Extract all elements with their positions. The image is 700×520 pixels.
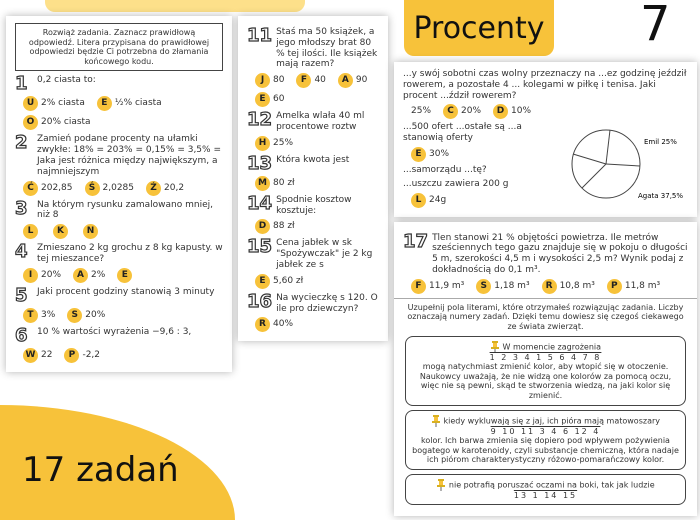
answer-letter: F xyxy=(296,73,311,88)
answer-letter: D xyxy=(255,219,270,234)
worksheet-page-1 xyxy=(6,16,232,372)
code-box xyxy=(405,474,686,506)
answer-option[interactable] xyxy=(338,73,367,88)
answer-value: -2,2 xyxy=(82,349,101,360)
answer-option[interactable] xyxy=(23,224,41,239)
question xyxy=(247,238,379,288)
box-text: kiedy wykluwają się z jaj, ich pióra mają matowoszary xyxy=(443,416,660,426)
answer-value: 80 zł xyxy=(273,177,295,188)
question-text: Tlen stanowi 21 % objętości powietrza. Ile metrów sześciennych tego gazu znajduje się w pokoju o długości 5 m, szerokości 4,5 m i wysokości 2,5 m? Wynik podaj z dokładnością do 0,1 m³. xyxy=(432,232,688,275)
pushpin-icon xyxy=(490,341,500,353)
answer-option[interactable] xyxy=(83,224,101,239)
question-number: 4 xyxy=(15,241,28,263)
answer-letter: T xyxy=(23,308,38,323)
answer-letter: D xyxy=(493,104,508,119)
question-text: ...uszczu zawiera 200 g xyxy=(403,178,509,189)
answer-value: ½% ciasta xyxy=(114,98,162,109)
question-text: ...y swój sobotni czas wolny przeznaczy na ...ez godzinę jeździł rowerem, a pozostałe 4 ... kolegami w piłkę i tenisa. Jaki procent ...ździł rowerem? xyxy=(403,69,687,101)
answer-letter: L xyxy=(411,193,426,208)
answer-letter: E xyxy=(255,92,270,107)
question xyxy=(15,197,223,240)
answer-value: 88 zł xyxy=(273,221,295,232)
answer-value: 11,8 m³ xyxy=(624,280,661,291)
answer-letter: E xyxy=(117,268,132,283)
answer-option[interactable] xyxy=(255,136,293,151)
answer-option[interactable] xyxy=(73,268,105,283)
answer-value: 10,8 m³ xyxy=(559,280,595,291)
question-text: Na którym rysunku zamalowano mniej, niż 8 xyxy=(37,199,213,221)
answer-value: 80 xyxy=(273,75,285,86)
answer-option[interactable] xyxy=(23,96,85,111)
answer-option[interactable] xyxy=(23,308,55,323)
answer-option[interactable] xyxy=(411,104,431,119)
answer-option[interactable] xyxy=(85,181,135,196)
box-text: W momencie zagrożenia xyxy=(502,342,602,352)
code-blanks[interactable]: 13 1 14 15 xyxy=(513,490,578,500)
answer-option[interactable] xyxy=(255,176,295,191)
answer-option[interactable] xyxy=(411,193,446,208)
question-text: 10 % wartości wyrażenia −9,6 : 3, xyxy=(37,326,192,337)
answer-letter: A xyxy=(73,268,88,283)
grade-label: 7 xyxy=(640,0,671,52)
question-text: ...samorządu ...tę? xyxy=(403,164,487,175)
question-text: Zamień podane procenty na ułamki zwykłe: 18% = 203% = 0,15% = 3,5% = Jaka jest różnica między największym, a najmniejszym xyxy=(37,134,221,177)
question xyxy=(247,290,379,333)
answer-option[interactable] xyxy=(255,317,293,332)
question-number: 2 xyxy=(15,132,28,154)
answer-value: 20% xyxy=(85,309,106,320)
answer-option[interactable] xyxy=(23,181,73,196)
question-number: 17 xyxy=(403,230,429,252)
top-banner xyxy=(45,0,305,12)
answer-value: 20% xyxy=(41,269,62,280)
answer-option[interactable] xyxy=(23,115,91,130)
answer-option[interactable] xyxy=(443,104,481,119)
answer-value: 3% xyxy=(41,309,56,320)
question xyxy=(15,134,223,195)
answer-option[interactable] xyxy=(53,224,71,239)
answer-option[interactable] xyxy=(255,274,303,289)
question xyxy=(15,284,223,323)
question xyxy=(247,111,379,151)
question-number: 14 xyxy=(247,192,273,214)
question-number: 11 xyxy=(247,25,273,46)
question-text: Spodnie kosztow kosztuje: xyxy=(276,194,352,216)
answer-letter: E xyxy=(411,147,426,162)
answer-option[interactable] xyxy=(493,104,531,119)
answer-value: 20% xyxy=(461,106,482,117)
question-number: 16 xyxy=(247,290,273,312)
answer-value: 24g xyxy=(429,194,447,205)
question-text: Na wycieczkę s 120. O ile pro dziewczyn? xyxy=(276,292,378,314)
worksheet-page-2 xyxy=(238,16,388,341)
answer-option[interactable] xyxy=(67,308,105,323)
answer-letter: C xyxy=(443,104,458,119)
question-number: 6 xyxy=(15,324,28,346)
answer-value: 10% xyxy=(511,106,532,117)
code-instruction: Uzupełnij pola literami, które otrzymałeś rozwiązując zadania. Liczby oznaczają numery zadań. Dzięki temu dowiesz się czegoś ciekawego ze świata zwierząt. xyxy=(394,298,697,332)
answer-letter: I xyxy=(23,268,38,283)
answer-value: 5,60 zł xyxy=(273,275,304,286)
pie-label: Agata 37,5% xyxy=(638,192,684,201)
question-number: 5 xyxy=(15,284,28,306)
question xyxy=(403,230,688,294)
answer-value: 2% xyxy=(91,269,106,280)
question-text: Która kwota jest xyxy=(276,154,350,165)
instruction-box: Rozwiąż zadania. Zaznacz prawidłową odpowiedź. Litera przypisana do prawidłowej odpowiedzi będzie Ci potrzebna do złamania końcowego kodu. xyxy=(15,23,223,71)
answer-value: 60 xyxy=(273,94,285,105)
answer-letter: S xyxy=(476,279,491,294)
answer-value: 202,85 xyxy=(41,182,73,193)
answer-letter: E xyxy=(255,274,270,289)
pushpin-icon xyxy=(431,415,441,427)
question-text: Zmieszano 2 kg grochu z 8 kg kapusty. w tej mieszance? xyxy=(37,243,223,264)
answer-option[interactable] xyxy=(542,279,595,294)
question-text: Staś ma 50 książek, a jego młodszy brat 80 % tej ilości. Ile książek mają razem? xyxy=(276,27,378,70)
answer-letter: A xyxy=(338,73,353,88)
answer-value: 25% xyxy=(411,106,432,117)
question xyxy=(15,243,223,283)
answer-value: 25% xyxy=(273,137,294,148)
answer-letter: W xyxy=(23,348,38,363)
question xyxy=(247,152,379,191)
question-text: Cena jabłek w sk "Spożywczak" je 2 kg jabłek ze s xyxy=(276,238,373,270)
answer-letter: U xyxy=(23,96,38,111)
question-number: 3 xyxy=(15,197,28,219)
answer-letter: H xyxy=(255,136,270,151)
answer-letter: R xyxy=(255,317,270,332)
answer-letter: O xyxy=(23,115,38,130)
answer-letter: K xyxy=(53,224,68,239)
question xyxy=(247,192,379,235)
answer-letter: P xyxy=(64,348,79,363)
answer-letter: N xyxy=(83,224,98,239)
answer-option[interactable] xyxy=(607,279,660,294)
answer-letter: Ć xyxy=(23,181,38,196)
box-text: nie potrafią poruszać oczami na boki, tak jak ludzie xyxy=(448,480,655,490)
answer-letter: R xyxy=(542,279,557,294)
title-badge xyxy=(404,0,554,56)
question-text: Amelka wlała 40 ml procentowe roztw xyxy=(276,111,365,132)
answer-value: 1,18 m³ xyxy=(494,280,530,291)
pushpin-icon xyxy=(436,479,446,491)
answer-option[interactable] xyxy=(64,348,100,363)
code-box xyxy=(405,336,686,406)
question-text: ...500 ofert ...ostałe są ...a stanowią oferty xyxy=(403,122,522,144)
question-number: 1 xyxy=(15,73,28,95)
answer-option[interactable] xyxy=(255,219,295,234)
box-text: kolor. Ich barwa zmienia się dopiero pod wpływem pożywienia bogatego w karotenoidy, czyli substancje chemiczną, która nadaje ich piórom charakterystyczny różowo-pomarańczowy kolor. xyxy=(412,436,679,465)
answer-option[interactable] xyxy=(146,181,184,196)
answer-option[interactable] xyxy=(117,268,135,283)
task-count: 17 zadań xyxy=(22,450,179,490)
answer-value: 20% ciasta xyxy=(41,117,91,128)
question-number: 15 xyxy=(247,236,273,258)
answer-letter: J xyxy=(255,73,270,88)
box-text: mogą natychmiast zmienić kolor, aby wtopić się w otoczenie. Naukowcy uważają, że nie widzą one kolorów za pomocą oczu, więc nie są pewni, skąd te stworzenia wiedzą, na jaki kolor się zmienić. xyxy=(419,362,672,400)
answer-value: 2,0285 xyxy=(102,182,134,193)
worksheet-page-4 xyxy=(394,222,697,517)
answer-option[interactable] xyxy=(255,92,284,107)
question xyxy=(15,75,223,130)
code-box xyxy=(405,410,686,470)
question xyxy=(15,324,223,363)
answer-value: 40% xyxy=(273,319,294,330)
answer-option[interactable] xyxy=(476,279,529,294)
answer-value: 2% ciasta xyxy=(41,98,85,109)
question xyxy=(247,27,379,107)
question-number: 12 xyxy=(247,109,273,131)
answer-letter: M xyxy=(255,176,270,191)
answer-letter: F xyxy=(411,279,426,294)
answer-value: 30% xyxy=(429,149,450,160)
pie-label: Emil 25% xyxy=(644,138,677,147)
answer-option[interactable] xyxy=(97,96,162,111)
answer-value: 20,2 xyxy=(164,182,185,193)
answer-value: 11,9 m³ xyxy=(429,280,465,291)
answer-letter: L xyxy=(23,224,38,239)
question-number: 13 xyxy=(247,152,273,174)
answer-option[interactable] xyxy=(255,73,284,88)
title: Procenty xyxy=(413,10,545,46)
answer-option[interactable] xyxy=(411,147,449,162)
answer-value: 40 xyxy=(314,75,326,86)
worksheet-page-3 xyxy=(394,62,697,217)
answer-letter: Ź xyxy=(146,181,161,196)
answer-option[interactable] xyxy=(23,348,52,363)
answer-letter: S xyxy=(67,308,82,323)
code-blanks[interactable]: 1 2 3 4 1 5 6 4 7 8 xyxy=(489,352,602,362)
answer-value: 22 xyxy=(41,349,53,360)
question-text: Jaki procent godziny stanowią 3 minuty xyxy=(37,286,215,297)
answer-option[interactable] xyxy=(411,279,464,294)
answer-letter: Ś xyxy=(85,181,100,196)
answer-option[interactable] xyxy=(23,268,61,283)
code-blanks[interactable]: 9 10 11 3 4 6 12 4 xyxy=(490,426,601,436)
answer-letter: P xyxy=(607,279,622,294)
answer-value: 90 xyxy=(355,75,368,86)
question-text: 0,2 ciasta to: xyxy=(37,75,96,86)
answer-letter: E xyxy=(97,96,112,111)
answer-option[interactable] xyxy=(296,73,325,88)
pie-chart xyxy=(568,122,688,206)
